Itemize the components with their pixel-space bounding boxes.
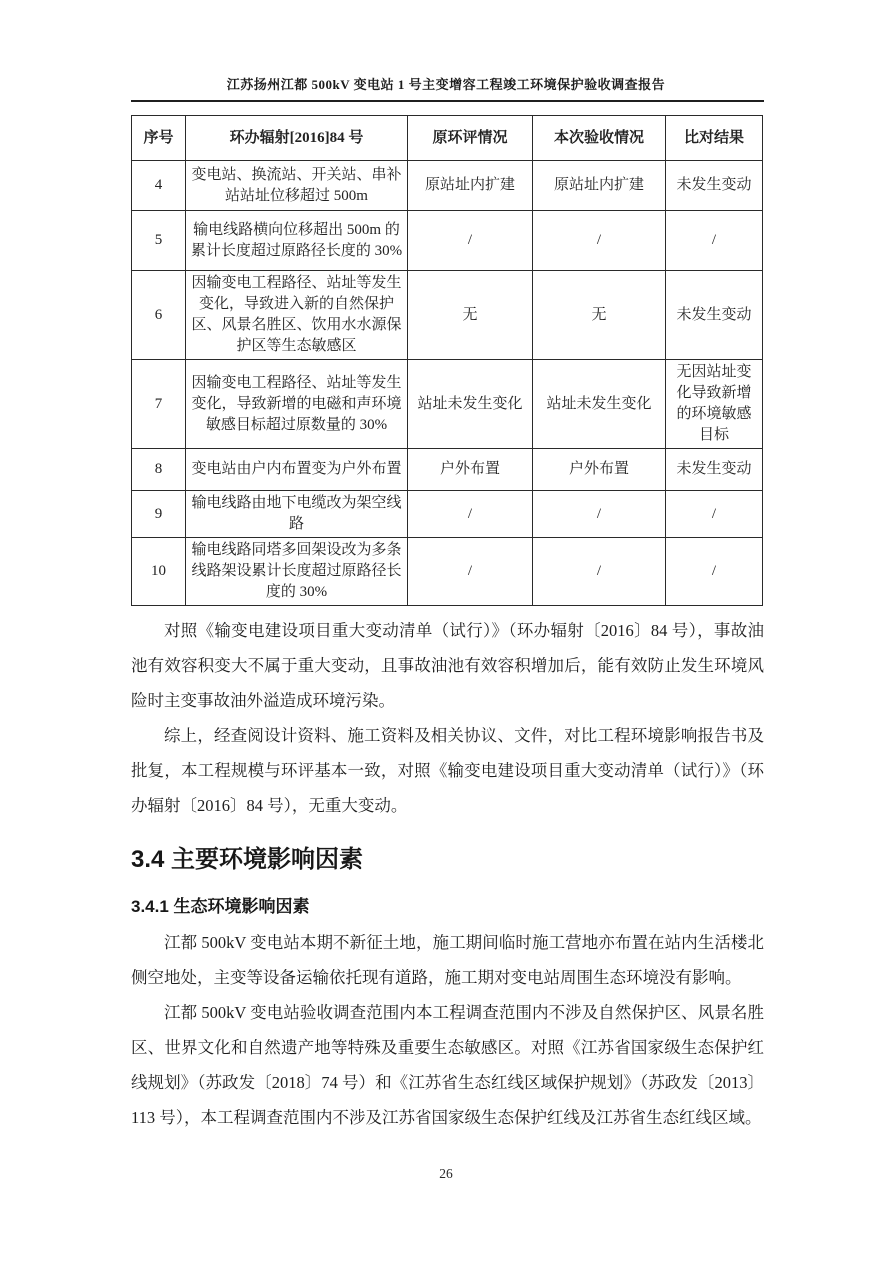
col-header-result: 比对结果 [666, 116, 763, 161]
col-header-acceptance: 本次验收情况 [533, 116, 666, 161]
table-row [132, 538, 763, 606]
cell-criterion: 变电站、换流站、开关站、串补站站址位移超过 500m [186, 161, 408, 211]
cell-serial: 10 [132, 538, 186, 606]
col-header-original-eia: 原环评情况 [408, 116, 533, 161]
cell-criterion: 输电线路由地下电缆改为架空线路 [186, 491, 408, 538]
col-header-criterion: 环办辐射[2016]84 号 [186, 116, 408, 161]
cell-serial: 7 [132, 360, 186, 449]
table-header-row [132, 116, 763, 161]
cell-original-eia: / [408, 211, 533, 271]
cell-original-eia: 站址未发生变化 [408, 360, 533, 449]
paragraph-major-change-oil-pit: 对照《输变电建设项目重大变动清单（试行）》（环办辐射〔2016〕84 号），事故油池有效容积变大不属于重大变动，且事故油池有效容积增加后，能有效防止发生环境风险时主变事故油外溢造成环境污染。 [131, 621, 764, 710]
page-header-title: 江苏扬州江都 500kV 变电站 1 号主变增容工程竣工环境保护验收调查报告 [226, 77, 666, 92]
cell-original-eia: / [408, 538, 533, 606]
cell-original-eia: 无 [408, 271, 533, 360]
subsection-heading-3-4-1: 3.4.1 生态环境影响因素 [131, 897, 310, 916]
cell-original-eia: 户外布置 [408, 449, 533, 491]
cell-serial: 6 [132, 271, 186, 360]
paragraph-eco-impact-construction: 江都 500kV 变电站本期不新征土地，施工期间临时施工营地亦布置在站内生活楼北侧空地处，主变等设备运输依托现有道路，施工期对变电站周围生态环境没有影响。 [131, 933, 764, 987]
table-row [132, 360, 763, 449]
cell-criterion: 因输变电工程路径、站址等发生变化，导致新增的电磁和声环境敏感目标超过原数量的 30% [186, 360, 408, 449]
cell-acceptance: 原站址内扩建 [533, 161, 666, 211]
cell-result: 未发生变动 [666, 271, 763, 360]
section-heading-3-4: 3.4 主要环境影响因素 [131, 846, 364, 873]
cell-original-eia: 原站址内扩建 [408, 161, 533, 211]
col-header-serial: 序号 [132, 116, 186, 161]
cell-criterion: 输电线路横向位移超出 500m 的累计长度超过原路径长度的 30% [186, 211, 408, 271]
cell-acceptance: 站址未发生变化 [533, 360, 666, 449]
table-row [132, 211, 763, 271]
table-row [132, 449, 763, 491]
cell-serial: 4 [132, 161, 186, 211]
major-change-comparison-table [131, 115, 763, 606]
table-row [132, 161, 763, 211]
cell-acceptance: / [533, 538, 666, 606]
table-row [132, 491, 763, 538]
cell-criterion: 因输变电工程路径、站址等发生变化，导致进入新的自然保护区、风景名胜区、饮用水水源保护区等生态敏感区 [186, 271, 408, 360]
cell-acceptance: 户外布置 [533, 449, 666, 491]
cell-acceptance: / [533, 211, 666, 271]
table-row [132, 271, 763, 360]
cell-result: 无因站址变化导致新增的环境敏感目标 [666, 360, 763, 449]
header-rule [131, 100, 764, 102]
paragraph-major-change-conclusion: 综上，经查阅设计资料、施工资料及相关协议、文件，对比工程环境影响报告书及批复，本工程规模与环评基本一致，对照《输变电建设项目重大变动清单（试行）》（环办辐射〔2016〕84 号），无重大变动。 [131, 726, 764, 815]
cell-result: 未发生变动 [666, 161, 763, 211]
cell-result: / [666, 538, 763, 606]
cell-acceptance: 无 [533, 271, 666, 360]
cell-result: 未发生变动 [666, 449, 763, 491]
cell-criterion: 输电线路同塔多回架设改为多条线路架设累计长度超过原路径长度的 30% [186, 538, 408, 606]
cell-serial: 5 [132, 211, 186, 271]
cell-acceptance: / [533, 491, 666, 538]
cell-original-eia: / [408, 491, 533, 538]
cell-criterion: 变电站由户内布置变为户外布置 [186, 449, 408, 491]
cell-serial: 8 [132, 449, 186, 491]
page-number: 26 [439, 1166, 453, 1181]
cell-serial: 9 [132, 491, 186, 538]
cell-result: / [666, 211, 763, 271]
paragraph-eco-redline-survey: 江都 500kV 变电站验收调查范围内本工程调查范围内不涉及自然保护区、风景名胜区、世界文化和自然遗产地等特殊及重要生态敏感区。对照《江苏省国家级生态保护红线规划》（苏政发〔2018〕74 号）和《江苏省生态红线区域保护规划》（苏政发〔2013〕113 号），本工程调查范围内不涉及江苏省国家级生态保护红线及江苏省生态红线区域。 [131, 1003, 764, 1127]
cell-result: / [666, 491, 763, 538]
